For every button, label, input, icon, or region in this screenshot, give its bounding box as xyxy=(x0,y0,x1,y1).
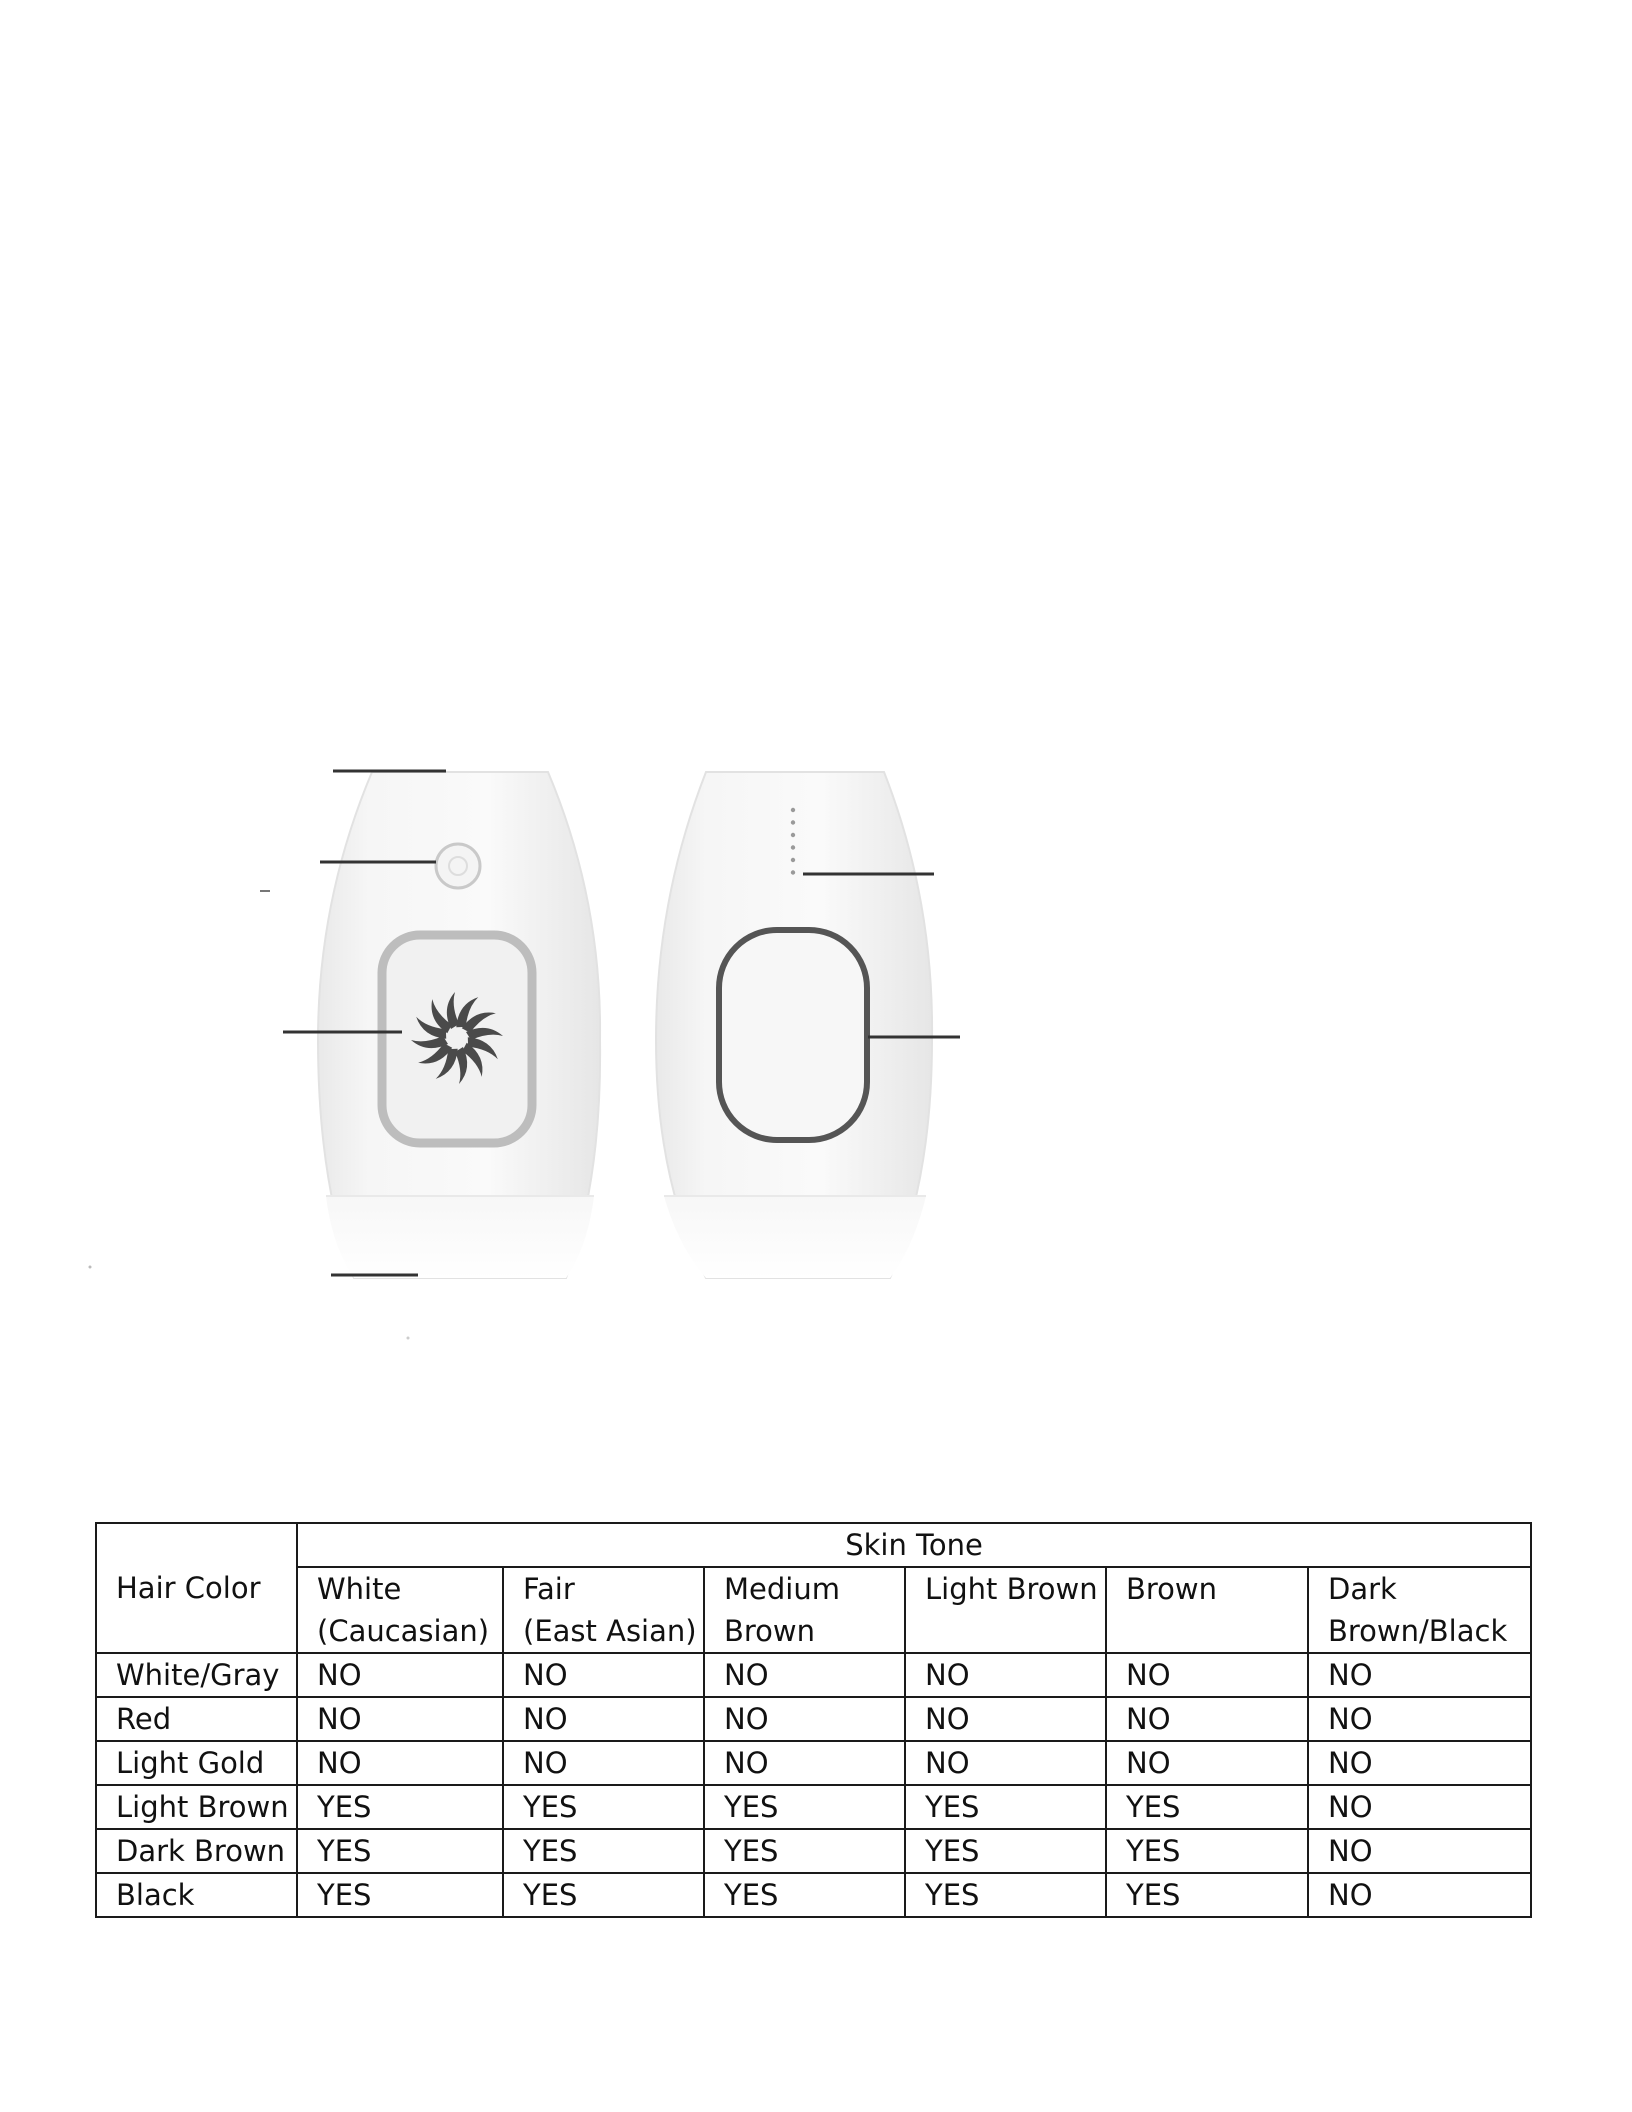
indicator-light xyxy=(791,820,795,824)
compatibility-cell: NO xyxy=(1308,1829,1531,1873)
skin-tone-column-label: Brown xyxy=(1126,1572,1218,1606)
indicator-light xyxy=(791,870,795,874)
fan-vent-icon xyxy=(382,935,532,1143)
compatibility-cell: YES xyxy=(1106,1829,1308,1873)
compatibility-cell: NO xyxy=(905,1653,1106,1697)
scan-speck xyxy=(89,1266,92,1269)
compatibility-cell: NO xyxy=(1106,1653,1308,1697)
compatibility-cell: YES xyxy=(704,1873,905,1917)
device-front-cap xyxy=(326,1196,594,1278)
hair-color-cell: Light Gold xyxy=(96,1741,297,1785)
hair-color-cell: Red xyxy=(96,1697,297,1741)
hair-color-cell: Dark Brown xyxy=(96,1829,297,1873)
compatibility-cell: NO xyxy=(704,1697,905,1741)
compatibility-cell: YES xyxy=(905,1829,1106,1873)
treatment-window-icon xyxy=(719,930,867,1140)
skin-tone-column-header xyxy=(503,1567,704,1653)
skin-tone-column-header xyxy=(905,1567,1106,1653)
skin-tone-column-header xyxy=(704,1567,905,1653)
compatibility-cell: YES xyxy=(297,1873,503,1917)
compatibility-cell: YES xyxy=(905,1785,1106,1829)
compatibility-cell: NO xyxy=(1308,1697,1531,1741)
compatibility-cell: YES xyxy=(1106,1873,1308,1917)
skin-tone-header xyxy=(297,1523,1531,1567)
compatibility-cell: NO xyxy=(297,1697,503,1741)
compatibility-cell: NO xyxy=(503,1697,704,1741)
indicator-light xyxy=(791,845,795,849)
device-front-view xyxy=(260,771,600,1278)
compatibility-cell: NO xyxy=(905,1741,1106,1785)
compatibility-cell: YES xyxy=(704,1785,905,1829)
hair-color-header xyxy=(96,1523,297,1653)
hair-color-cell: White/Gray xyxy=(96,1653,297,1697)
compatibility-cell: NO xyxy=(1308,1785,1531,1829)
power-button-icon xyxy=(436,844,480,888)
device-back-view xyxy=(656,772,960,1278)
hair-color-cell: Black xyxy=(96,1873,297,1917)
compatibility-cell: NO xyxy=(905,1697,1106,1741)
table-row xyxy=(96,1653,1531,1697)
compatibility-cell: YES xyxy=(905,1873,1106,1917)
indicator-light xyxy=(791,833,795,837)
compatibility-cell: YES xyxy=(503,1785,704,1829)
skin-tone-column-label: White (Caucasian) xyxy=(317,1572,490,1648)
skin-tone-header-label: Skin Tone xyxy=(845,1528,983,1562)
hair-color-header-label: Hair Color xyxy=(116,1571,261,1605)
compatibility-cell: NO xyxy=(503,1741,704,1785)
table-row xyxy=(96,1785,1531,1829)
skin-tone-column-label: Light Brown xyxy=(925,1572,1098,1606)
indicator-light xyxy=(791,808,795,812)
compatibility-cell: YES xyxy=(503,1873,704,1917)
table-row xyxy=(96,1829,1531,1873)
compatibility-cell: NO xyxy=(1106,1697,1308,1741)
compatibility-cell: YES xyxy=(503,1829,704,1873)
skin-tone-column-label: Fair (East Asian) xyxy=(523,1572,697,1648)
compatibility-cell: YES xyxy=(1106,1785,1308,1829)
table-row xyxy=(96,1741,1531,1785)
compatibility-cell: NO xyxy=(297,1741,503,1785)
indicator-light xyxy=(791,858,795,862)
scan-speck xyxy=(407,1337,410,1340)
skin-tone-column-label: Dark Brown/Black xyxy=(1328,1572,1508,1648)
device-back-cap xyxy=(664,1196,926,1278)
skin-tone-column-header xyxy=(1106,1567,1308,1653)
compatibility-cell: YES xyxy=(297,1829,503,1873)
hair-color-cell: Light Brown xyxy=(96,1785,297,1829)
compatibility-cell: YES xyxy=(704,1829,905,1873)
compatibility-cell: NO xyxy=(704,1741,905,1785)
compatibility-cell: NO xyxy=(503,1653,704,1697)
compatibility-cell: NO xyxy=(1308,1873,1531,1917)
compatibility-cell: NO xyxy=(704,1653,905,1697)
compatibility-cell: NO xyxy=(1308,1653,1531,1697)
compatibility-cell: YES xyxy=(297,1785,503,1829)
hair-skin-compatibility-table xyxy=(95,1522,1532,1918)
skin-tone-column-label: Medium Brown xyxy=(724,1572,840,1648)
compatibility-cell: NO xyxy=(297,1653,503,1697)
skin-tone-column-header xyxy=(297,1567,503,1653)
column-header-row xyxy=(96,1567,1531,1653)
compatibility-cell: NO xyxy=(1106,1741,1308,1785)
compatibility-cell: NO xyxy=(1308,1741,1531,1785)
table-row xyxy=(96,1697,1531,1741)
table-row xyxy=(96,1873,1531,1917)
skin-tone-column-header xyxy=(1308,1567,1531,1653)
